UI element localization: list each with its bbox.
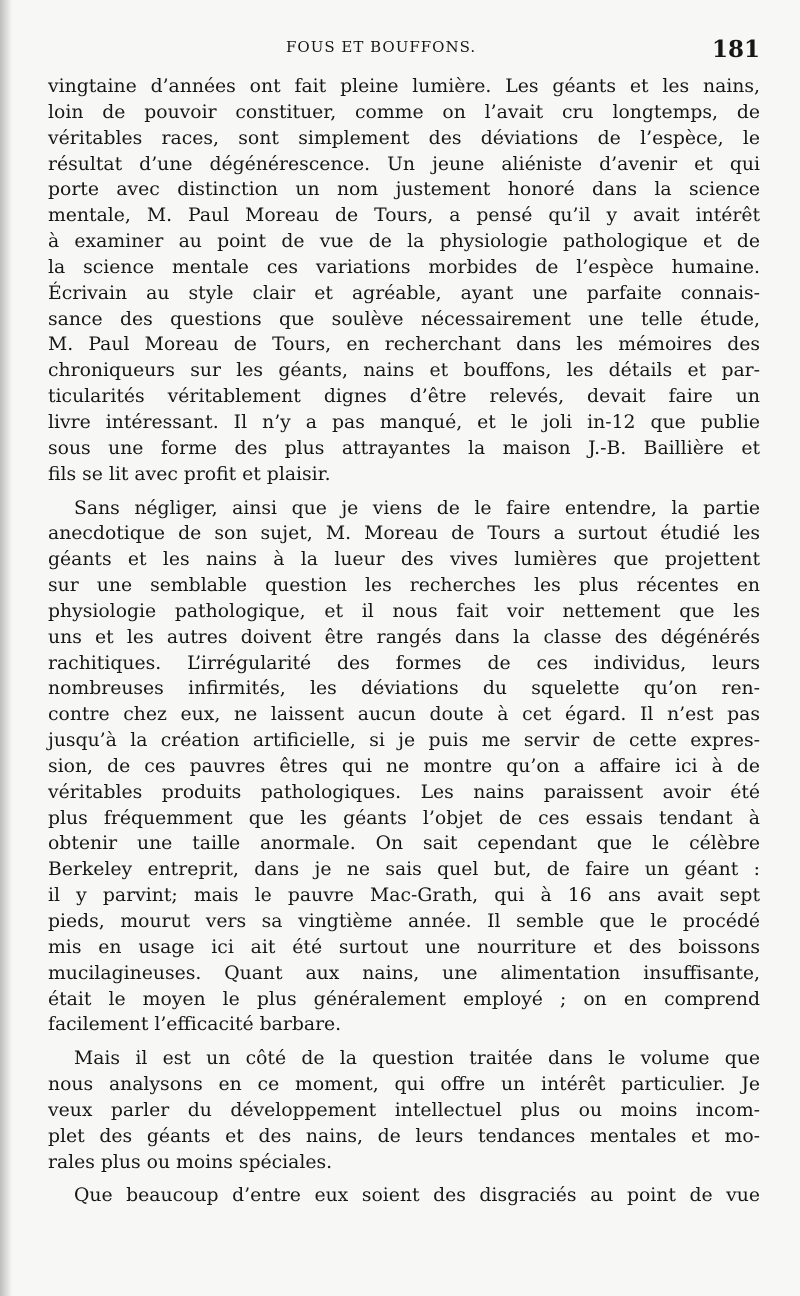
text-line: à examiner au point de vue de la physiologie pathologique et de bbox=[48, 231, 760, 253]
text-line: M. Paul Moreau de Tours, en recherchant dans les mémoires des bbox=[48, 334, 760, 356]
text-line: véritables produits pathologiques. Les nains paraissent avoir été bbox=[48, 781, 760, 803]
paragraph bbox=[48, 74, 760, 488]
text-line: résultat d’une dégénérescence. Un jeune aliéniste d’avenir et qui bbox=[48, 153, 760, 175]
text-line: ticularités véritablement dignes d’être relevés, devait faire un bbox=[48, 386, 760, 408]
text-line: jusqu’à la création artificielle, si je puis me servir de cette expres- bbox=[48, 730, 760, 752]
page-edge-shadow bbox=[0, 0, 12, 1296]
text-line: chroniqueurs sur les géants, nains et bouffons, les détails et par- bbox=[48, 360, 760, 382]
text-line: plus fréquemment que les géants l’objet de ces essais tendant à bbox=[48, 807, 760, 829]
running-title: FOUS ET BOUFFONS. bbox=[286, 38, 477, 56]
text-line: sance des questions que soulève nécessairement une telle étude, bbox=[48, 308, 760, 330]
text-line: véritables races, sont simplement des déviations de l’espèce, le bbox=[48, 127, 760, 149]
paragraph bbox=[48, 1183, 760, 1209]
text-line: nous analysons en ce moment, qui offre un intérêt particulier. Je bbox=[48, 1074, 760, 1096]
text-line: anecdotique de son sujet, M. Moreau de Tours a surtout étudié les bbox=[48, 523, 760, 545]
text-line: rachitiques. L’irrégularité des formes de ces individus, leurs bbox=[48, 652, 760, 674]
text-line: contre chez eux, ne laissent aucun doute à cet égard. Il n’est pas bbox=[48, 704, 760, 726]
text-line: mentale, M. Paul Moreau de Tours, a pensé qu’il y avait intérêt bbox=[48, 205, 760, 227]
body-text bbox=[48, 74, 760, 1209]
text-line: rales plus ou moins spéciales. bbox=[48, 1151, 333, 1173]
text-line: mis en usage ici ait été surtout une nourriture et des boissons bbox=[48, 936, 760, 958]
text-line: vingtaine d’années ont fait pleine lumière. Les géants et les nains, bbox=[48, 76, 760, 97]
text-line: il y parvint; mais le pauvre Mac-Grath, qui à 16 ans avait sept bbox=[48, 885, 760, 907]
text-line: Sans négliger, ainsi que je viens de le faire entendre, la partie bbox=[74, 497, 760, 519]
text-line: plet des géants et des nains, de leurs tendances mentales et mo- bbox=[48, 1125, 760, 1147]
text-line: Écrivain au style clair et agréable, ayant une parfaite connais- bbox=[48, 282, 760, 304]
text-line: livre intéressant. Il n’y a pas manqué, et le joli in-12 que publie bbox=[48, 411, 760, 433]
paragraph bbox=[48, 1046, 760, 1175]
text-line: uns et les autres doivent être rangés dans la classe des dégénérés bbox=[48, 626, 760, 648]
running-head bbox=[48, 30, 760, 66]
text-line: obtenir une taille anormale. On sait cependant que le célèbre bbox=[48, 833, 760, 855]
text-line: sous une forme des plus attrayantes la maison J.-B. Baillière et bbox=[48, 437, 760, 459]
text-line: la science mentale ces variations morbides de l’espèce humaine. bbox=[48, 256, 760, 278]
text-line: était le moyen le plus généralement employé ; on en comprend bbox=[48, 988, 760, 1010]
paragraph bbox=[48, 496, 760, 1039]
text-line: sur une semblable question les recherches les plus récentes en bbox=[48, 575, 760, 597]
text-line: loin de pouvoir constituer, comme on l’avait cru longtemps, de bbox=[48, 101, 760, 123]
text-line: fils se lit avec profit et plaisir. bbox=[48, 463, 331, 485]
text-line: pieds, mourut vers sa vingtième année. Il semble que le procédé bbox=[48, 911, 760, 932]
text-line: Que beaucoup d’entre eux soient des disgraciés au point de vue bbox=[74, 1185, 760, 1207]
text-line: porte avec distinction un nom justement honoré dans la science bbox=[48, 179, 760, 201]
text-line: Mais il est un côté de la question traitée dans le volume que bbox=[74, 1048, 760, 1070]
text-line: facilement l’efficacité barbare. bbox=[48, 1014, 342, 1036]
text-line: géants et les nains à la lueur des vives lumières que projettent bbox=[48, 549, 760, 571]
text-line: physiologie pathologique, et il nous fait voir nettement que les bbox=[48, 600, 760, 622]
text-line: sion, de ces pauvres êtres qui ne montre qu’on a affaire ici à de bbox=[48, 755, 760, 777]
page-number: 181 bbox=[711, 36, 760, 63]
text-line: mucilagineuses. Quant aux nains, une alimentation insuffisante, bbox=[48, 962, 760, 984]
text-line: nombreuses infirmités, les déviations du squelette qu’on ren- bbox=[48, 678, 760, 700]
text-line: veux parler du développement intellectuel plus ou moins incom- bbox=[48, 1099, 760, 1121]
text-line: Berkeley entreprit, dans je ne sais quel but, de faire un géant : bbox=[48, 859, 760, 881]
